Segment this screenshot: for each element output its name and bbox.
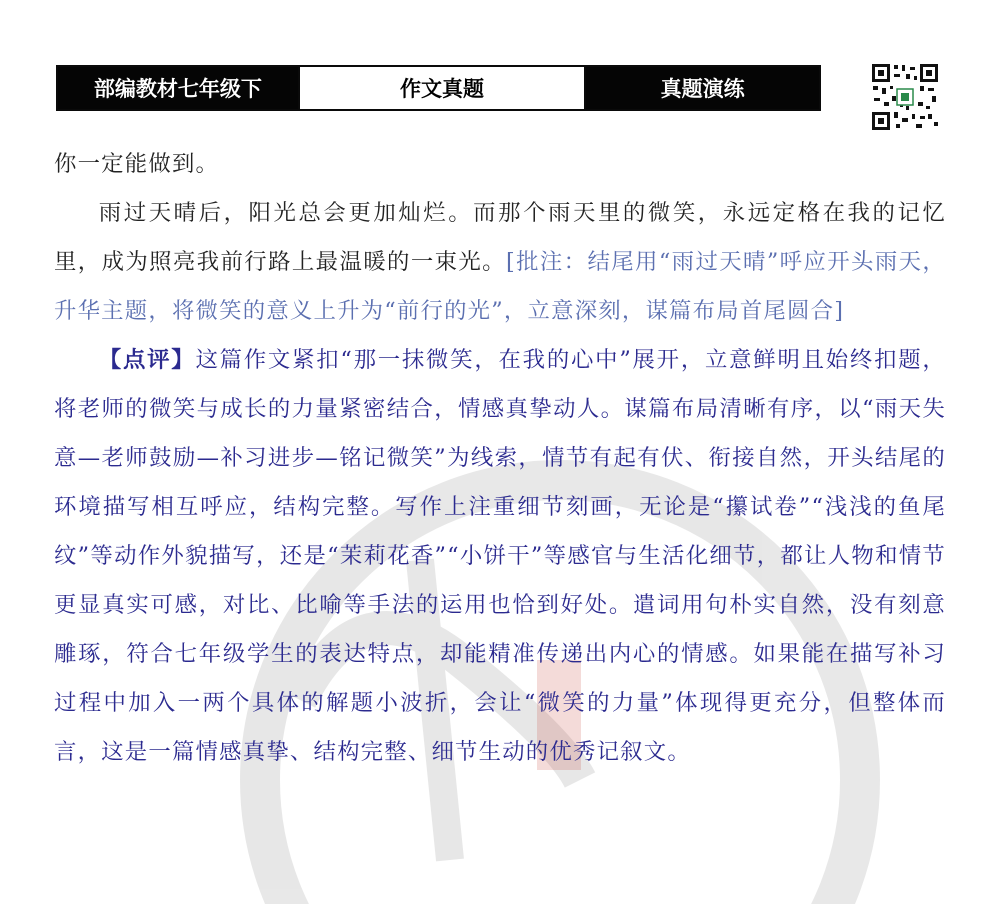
review-tag: 【点评】 [98, 347, 196, 373]
qr-code-icon[interactable] [870, 62, 940, 132]
review-text: 这篇作文紧扣“那一抹微笑，在我的心中”展开，立意鲜明且始终扣题，将老师的微笑与成长的力量紧密结合，情感真挚动人。谋篇布局清晰有序，以“雨天失意—老师鼓励—补习进步—铭记微笑”为线索，情节有起有伏、衔接自然，开头结尾的环境描写相互呼应，结构完整。写作上注重细节刻画，无论是“攥试卷”“浅浅的鱼尾纹”等动作外貌描写，还是“茉莉花香”“小饼干”等感官与生活化细节，都让人物和情节更显真实可感，对比、比喻等手法的运用也恰到好处。遣词用句朴实自然，没有刻意雕琢，符合七年级学生的表达特点，却能精准传递出内心的情感。如果能在描写补习过程中加入一两个具体的解题小波折，会让“微笑的力量”体现得更充分，但整体而言，这是一篇情感真挚、结构完整、细节生动的优秀记叙文。 [54, 347, 946, 765]
header-left-label: 部编教材七年级下 [58, 67, 298, 109]
header-right-label: 真题演练 [586, 67, 819, 109]
review-paragraph [54, 336, 946, 777]
essay-content [54, 140, 946, 777]
essay-last-paragraph [54, 189, 946, 336]
header-bar [56, 65, 821, 111]
header-center-label: 作文真题 [298, 67, 587, 109]
essay-line-end: 你一定能做到。 [54, 151, 220, 177]
last-paragraph-text: 雨过天晴后，阳光总会更加灿烂。而那个雨天里的微笑，永远定格在我的记忆里，成为照亮我前行路上最温暖的一束光。 [54, 200, 946, 275]
annotation-note: [批注：结尾用“雨过天晴”呼应开头雨天，升华主题，将微笑的意义上升为“前行的光”，立意深刻，谋篇布局首尾圆合] [54, 249, 946, 324]
